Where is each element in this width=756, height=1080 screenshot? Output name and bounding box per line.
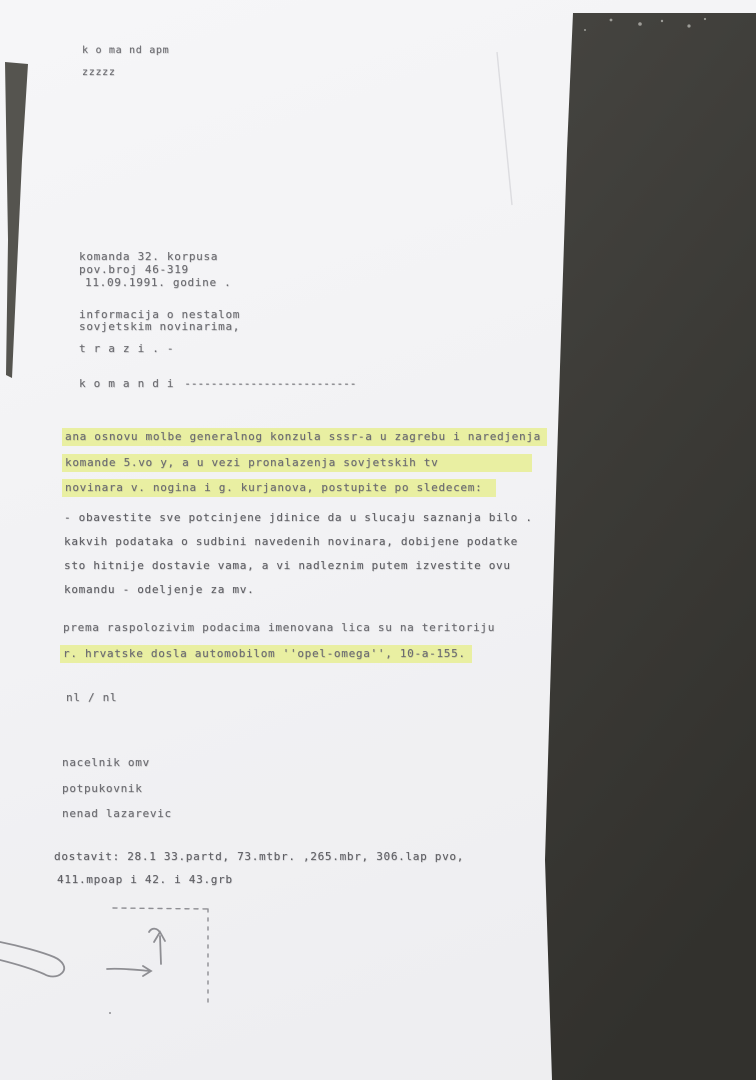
signature-rank: potpukovnik [62, 782, 143, 795]
pen-annotations [0, 908, 210, 1014]
pen-arrow-right [107, 966, 151, 976]
signature-title: nacelnik omv [62, 756, 150, 769]
letterhead-date: 11.09.1991. godine . [85, 276, 232, 289]
telex-header-line: zzzzz [82, 67, 116, 78]
body-paragraph-2-line: sto hitnije dostavie vama, a vi nadleznim putem izvestite ovu [64, 559, 511, 572]
signature-name: nenad lazarevic [62, 807, 172, 820]
body-paragraph-2-line: komandu - odeljenje za mv. [64, 583, 255, 596]
body-paragraph-1-line [65, 430, 547, 444]
highlighted-text: r. hrvatske dosla automobilom ''opel-omega'', 10-a-155. [60, 645, 472, 663]
request-word: t r a z i . - [79, 342, 175, 355]
body-paragraph-1-line [65, 456, 532, 470]
highlighted-text: komande 5.vo y, a u vezi pronalazenja sovjetskih tv [62, 454, 532, 472]
highlighted-text: novinara v. nogina i g. kurjanova, postupite po sledecem: [62, 479, 496, 497]
addressee-dash-run: -------------------------- [184, 377, 357, 390]
addressee-line [79, 377, 356, 391]
pen-oval-mark [0, 942, 64, 977]
typist-initials: nl / nl [66, 691, 118, 704]
paper-scratch [497, 52, 512, 205]
subject-line: informacija o nestalom [79, 308, 241, 321]
body-paragraph-3-line [63, 647, 472, 661]
body-paragraph-2-line: kakvih podataka o sudbini navedenih novinara, dobijene podatke [64, 535, 518, 548]
body-paragraph-2-line: - obavestite sve potcinjene jdinice da u slucaju saznanja bilo . [64, 511, 533, 524]
subject-line: sovjetskim novinarima, [79, 320, 241, 333]
scan-left-streak [5, 62, 28, 378]
telex-header-line: k o ma nd apm [82, 45, 170, 56]
body-paragraph-3-line: prema raspolozivim podacima imenovana lica su na teritoriju [63, 621, 496, 634]
body-paragraph-1-line [65, 481, 496, 495]
letterhead-unit: komanda 32. korpusa [79, 250, 219, 263]
pen-dot [109, 1012, 111, 1014]
distribution-line: dostavit: 28.1 33.partd, 73.mtbr. ,265.mbr, 306.lap pvo, [54, 850, 465, 863]
highlighted-text: ana osnovu molbe generalnog konzula sssr-a u zagrebu i naredjenja [62, 428, 547, 446]
pen-arrow-up [149, 929, 165, 964]
scan-black-band [545, 13, 756, 1080]
addressee-word: k o m a n d i [79, 377, 175, 390]
letterhead-ref-number: pov.broj 46-319 [79, 263, 189, 276]
pen-dotted-corner-top [113, 908, 210, 909]
distribution-line: 411.mpoap i 42. i 43.grb [57, 873, 233, 886]
